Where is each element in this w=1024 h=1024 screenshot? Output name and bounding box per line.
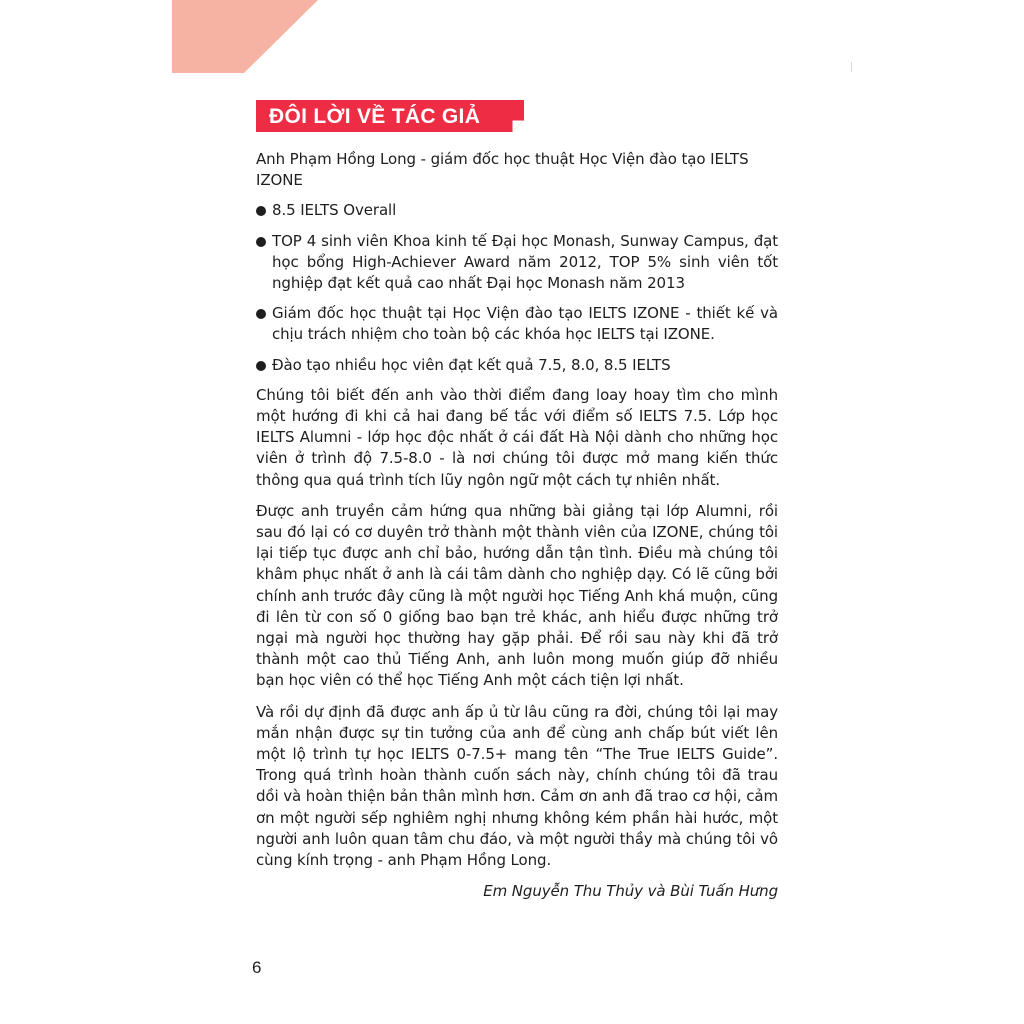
main-content bbox=[256, 149, 778, 903]
section-heading: ĐÔI LỜI VỀ TÁC GIẢ bbox=[269, 105, 481, 128]
crop-mark bbox=[851, 62, 852, 72]
list-item bbox=[256, 200, 778, 221]
list-item-text: 8.5 IELTS Overall bbox=[272, 201, 397, 220]
paragraph: Được anh truyền cảm hứng qua những bài giảng tại lớp Alumni, rồi sau đó lại có cơ duyên trở thành một thành viên của IZONE, chúng tôi lại tiếp tục được anh chỉ bảo, hướng dẫn tận tình. Điều mà chúng tôi khâm phục nhất ở anh là cái tâm dành cho nghiệp dạy. Có lẽ cũng bởi chính anh trước đây cũng là một người học Tiếng Anh khá muộn, cũng đi lên từ con số 0 giống bao bạn trẻ khác, anh hiểu được những trở ngại mà người học thường hay gặp phải. Để rồi sau này khi đã trở thành một cao thủ Tiếng Anh, anh luôn mong muốn giúp đỡ nhiều bạn học viên có thể học Tiếng Anh một cách tiện lợi nhất. bbox=[256, 501, 778, 690]
list-item-text: Giám đốc học thuật tại Học Viện đào tạo IELTS IZONE - thiết kế và chịu trách nhiệm cho toàn bộ các khóa học IELTS tại IZONE. bbox=[272, 304, 778, 344]
bullet-icon bbox=[256, 237, 266, 247]
page-number: 6 bbox=[252, 958, 262, 977]
signature: Em Nguyễn Thu Thủy và Bùi Tuấn Hưng bbox=[483, 882, 778, 901]
author-intro: Anh Phạm Hồng Long - giám đốc học thuật Học Viện đào tạo IELTS IZONE bbox=[256, 150, 749, 190]
bullet-icon bbox=[256, 206, 266, 216]
bullet-icon bbox=[256, 309, 266, 319]
list-item bbox=[256, 231, 778, 295]
bullet-icon bbox=[256, 361, 266, 371]
list-item bbox=[256, 303, 778, 345]
achievement-list bbox=[256, 200, 778, 375]
list-item-text: TOP 4 sinh viên Khoa kinh tế Đại học Monash, Sunway Campus, đạt học bổng High-Achiever Award năm 2012, TOP 5% sinh viên tốt nghiệp đạt kết quả cao nhất Đại học Monash năm 2013 bbox=[272, 231, 778, 293]
list-item-text: Đào tạo nhiều học viên đạt kết quả 7.5, 8.0, 8.5 IELTS bbox=[272, 355, 671, 374]
section-heading-banner bbox=[256, 100, 524, 132]
paragraph: Chúng tôi biết đến anh vào thời điểm đang loay hoay tìm cho mình một hướng đi khi cả hai đang bế tắc với điểm số IELTS 7.5. Lớp học IELTS Alumni - lớp học độc nhất ở cái đất Hà Nội dành cho những học viên ở trình độ 7.5-8.0 - là nơi chúng tôi được mở mang kiến thức thông qua quá trình tích lũy ngôn ngữ một cách tự nhiên nhất. bbox=[256, 385, 778, 489]
list-item bbox=[256, 355, 778, 376]
corner-shape-graphic bbox=[172, 0, 318, 73]
paragraph: Và rồi dự định đã được anh ấp ủ từ lâu cũng ra đời, chúng tôi lại may mắn nhận được sự tin tưởng của anh để cùng anh chấp bút viết lên một lộ trình tự học IELTS 0-7.5+ mang tên “The True IELTS Guide”. Trong quá trình hoàn thành cuốn sách này, chính chúng tôi đã trau dồi và hoàn thiện bản thân mình hơn. Cảm ơn anh đã trao cơ hội, cảm ơn một người sếp nghiêm nghị nhưng không kém phần hài hước, một người anh luôn quan tâm chu đáo, và một người thầy mà chúng tôi vô cùng kính trọng - anh Phạm Hồng Long. bbox=[256, 702, 778, 870]
